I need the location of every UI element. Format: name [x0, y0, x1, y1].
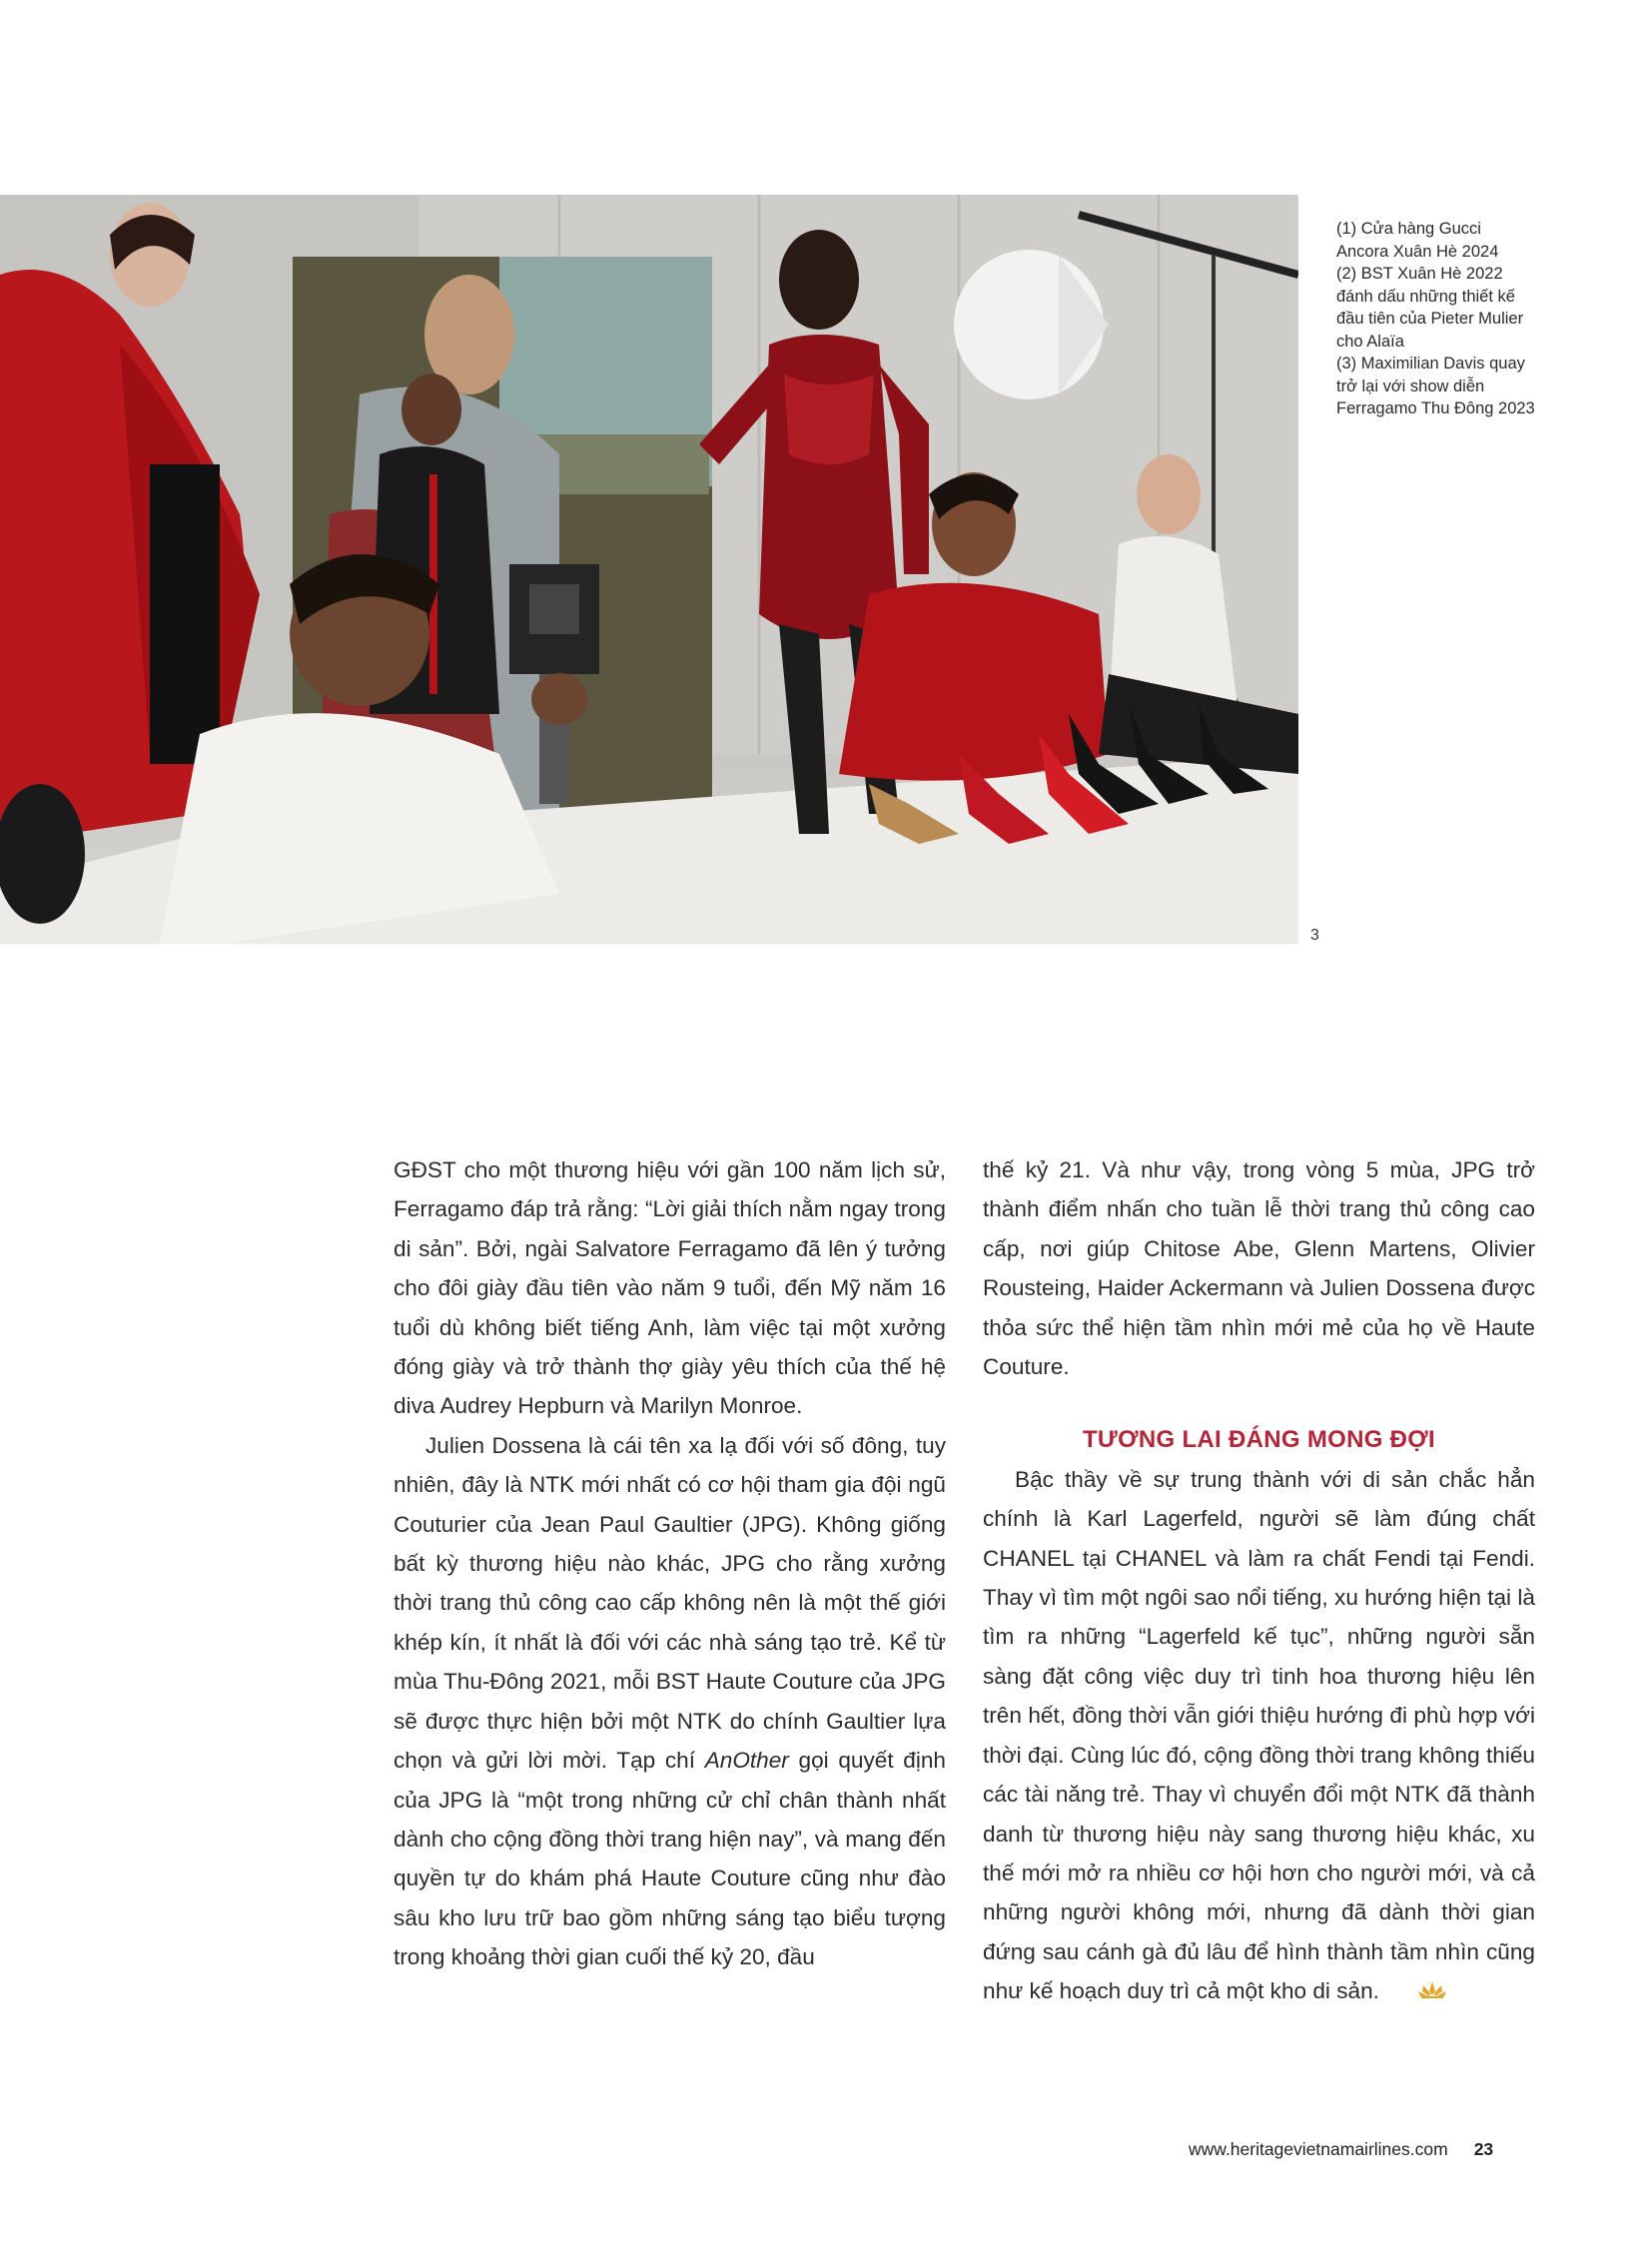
fashion-editorial-photo: [0, 195, 1298, 944]
paragraph-lagerfeld-text: Bậc thầy về sự trung thành với di sản chắc hẳn chính là Karl Lagerfeld, người sẽ làm đúng chất CHANEL tại CHANEL và làm ra chất Fendi tại Fendi. Thay vì tìm một ngôi sao nổi tiếng, xu hướng hiện tại là tìm ra những “Lagerfeld kế tục”, những người sẵn sàng đặt công việc duy trì tinh hoa thương hiệu lên trên hết, đồng thời vẫn giới thiệu hướng đi phù hợp với thời đại. Cùng lúc đó, cộng đồng thời trang không thiếu các tài năng trẻ. Thay vì chuyển đổi một NTK đã thành danh từ thương hiệu này sang thương hiệu khác, xu thế mới mở ra nhiều cơ hội hơn cho người mới, và cả những người không mới, nhưng đã dành thời gian đứng sau cánh gà đủ lâu để hình thành tầm nhìn cũng như kế hoạch duy trì cả một kho di sản.: [983, 1466, 1535, 2004]
caption-line-2: (2) BST Xuân Hè 2022 đánh dấu những thiết kế đầu tiên của Pieter Mulier cho Alaïa: [1336, 265, 1524, 351]
figure-number: 3: [1310, 927, 1319, 944]
page-number: 23: [1473, 2139, 1494, 2159]
caption-line-3: (3) Maximilian Davis quay trở lại với show diễn Ferragamo Thu Đông 2023: [1336, 355, 1535, 417]
section-heading: TƯƠNG LAI ĐÁNG MONG ĐỢI: [1082, 1426, 1436, 1454]
paragraph-dossena-text-b: gọi quyết định của JPG là “một trong những cử chỉ chân thành nhất dành cho cộng đồng thời trang hiện nay”, và mang đến quyền tự do khám phá Haute Couture cũng như đào sâu kho lưu trữ bao gồm những sáng tạo biểu tượng trong khoảng thời gian cuối thế kỷ 20, đầu: [394, 1748, 946, 1970]
magazine-name: AnOther: [704, 1748, 789, 1774]
photo-caption: [1336, 218, 1536, 420]
article-column-left: [394, 1150, 946, 1977]
paragraph-jpg-continued: thế kỷ 21. Và như vậy, trong vòng 5 mùa, JPG trở thành điểm nhấn cho tuần lễ thời trang thủ công cao cấp, nơi giúp Chitose Abe, Glenn Martens, Olivier Rousteing, Haider Ackermann và Julien Dossena được thỏa sức thể hiện tầm nhìn mới mẻ của họ về Haute Couture.: [983, 1157, 1535, 1380]
paragraph-lagerfeld: [983, 1460, 1535, 2012]
website-link[interactable]: www.heritagevietnamairlines.com: [1189, 2139, 1448, 2159]
article-column-right: [983, 1150, 1535, 2012]
lotus-icon: [1385, 1972, 1447, 2011]
paragraph-dossena-text-a: Julien Dossena là cái tên xa lạ đối với số đông, tuy nhiên, đây là NTK mới nhất có cơ hội tham gia đội ngũ Couturier của Jean Paul Gaultier (JPG). Không giống bất kỳ thương hiệu nào khác, JPG cho rằng xưởng thời trang thủ công cao cấp không nên là một thế giới khép kín, ít nhất là đối với các nhà sáng tạo trẻ. Kể từ mùa Thu-Đông 2021, mỗi BST Haute Couture của JPG sẽ được thực hiện bởi một NTK do chính Gaultier lựa chọn và gửi lời mời. Tạp chí: [394, 1432, 946, 1774]
caption-line-1: (1) Cửa hàng Gucci Ancora Xuân Hè 2024: [1336, 220, 1499, 261]
page-footer: [1189, 2139, 1493, 2160]
paragraph-dossena: [394, 1426, 946, 1977]
paragraph-ferragamo: GĐST cho một thương hiệu với gần 100 năm lịch sử, Ferragamo đáp trả rằng: “Lời giải thích nằm ngay trong di sản”. Bởi, ngài Salvatore Ferragamo đã lên ý tưởng cho đôi giày đầu tiên vào năm 9 tuổi, đến Mỹ năm 16 tuổi dù không biết tiếng Anh, làm việc tại một xưởng đóng giày và trở thành thợ giày yêu thích của thế hệ diva Audrey Hepburn và Marilyn Monroe.: [394, 1157, 946, 1419]
